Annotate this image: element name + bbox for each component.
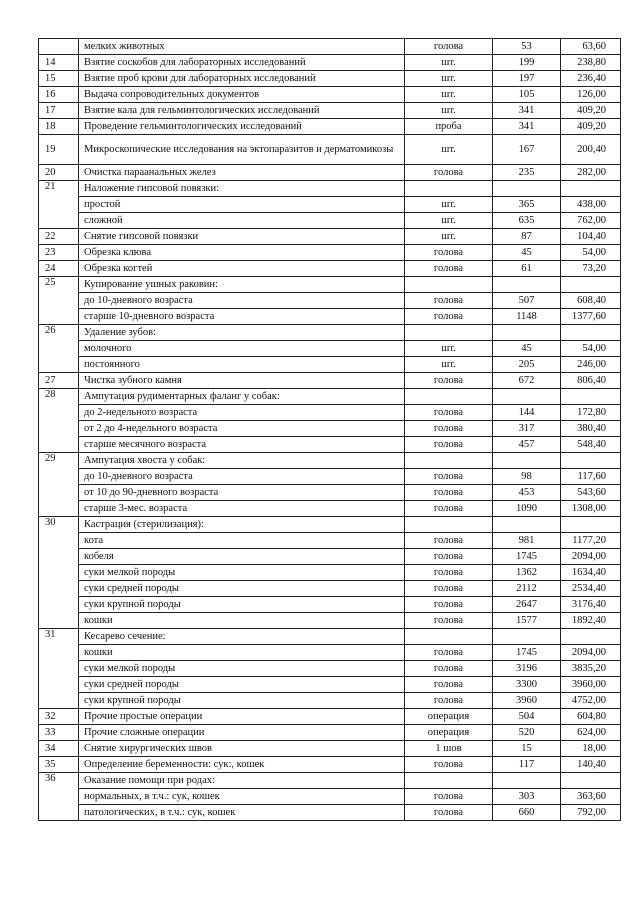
cell-num: 30 [39,517,79,533]
cell-qty: 1577 [493,613,561,629]
cell-qty: 453 [493,485,561,501]
cell-num: 20 [39,165,79,181]
cell-num [39,309,79,325]
cell-qty: 317 [493,421,561,437]
cell-num [39,405,79,421]
cell-price: 3176,40 [561,597,621,613]
table-row [39,677,621,693]
cell-qty: 197 [493,71,561,87]
table-row [39,261,621,277]
cell-unit: голова [405,245,493,261]
cell-num: 24 [39,261,79,277]
cell-unit: шт. [405,103,493,119]
cell-unit: голова [405,677,493,693]
price-table-body [39,39,621,821]
cell-qty: 199 [493,55,561,71]
cell-price: 438,00 [561,197,621,213]
cell-name: нормальных, в т.ч.: сук, кошек [79,789,405,805]
table-row [39,405,621,421]
cell-price: 806,40 [561,373,621,389]
cell-price: 604,80 [561,709,621,725]
table-row [39,39,621,55]
cell-qty: 660 [493,805,561,821]
table-row [39,135,621,165]
table-row [39,71,621,87]
cell-qty: 1148 [493,309,561,325]
cell-qty [493,277,561,293]
cell-qty: 3196 [493,661,561,677]
cell-unit [405,181,493,197]
table-row [39,517,621,533]
cell-qty: 635 [493,213,561,229]
cell-qty: 365 [493,197,561,213]
table-row [39,325,621,341]
cell-price [561,453,621,469]
cell-qty: 981 [493,533,561,549]
cell-name: до 10-дневного возраста [79,293,405,309]
cell-price: 126,00 [561,87,621,103]
cell-price: 1377,60 [561,309,621,325]
table-row [39,87,621,103]
cell-num: 14 [39,55,79,71]
cell-name: Наложение гипсовой повязки: [79,181,405,197]
cell-name: Взятие кала для гельминтологических исследований [79,103,405,119]
cell-price: 4752,00 [561,693,621,709]
table-row [39,693,621,709]
cell-name: от 2 до 4-недельного возраста [79,421,405,437]
cell-qty: 61 [493,261,561,277]
cell-price: 409,20 [561,119,621,135]
cell-qty: 167 [493,135,561,165]
cell-qty: 53 [493,39,561,55]
cell-qty: 87 [493,229,561,245]
cell-unit: голова [405,645,493,661]
cell-unit: голова [405,39,493,55]
table-row [39,581,621,597]
cell-name: старше 3-мес. возраста [79,501,405,517]
cell-unit: голова [405,757,493,773]
table-row [39,245,621,261]
table-row [39,119,621,135]
cell-num: 31 [39,629,79,645]
cell-unit: голова [405,549,493,565]
cell-name: Взятие проб крови для лабораторных исследований [79,71,405,87]
cell-price: 543,60 [561,485,621,501]
table-row [39,165,621,181]
cell-num: 23 [39,245,79,261]
cell-qty: 504 [493,709,561,725]
cell-num [39,213,79,229]
cell-name: суки мелкой породы [79,661,405,677]
cell-unit [405,517,493,533]
cell-price: 363,60 [561,789,621,805]
cell-qty: 144 [493,405,561,421]
cell-price: 380,40 [561,421,621,437]
cell-unit: голова [405,421,493,437]
table-row [39,341,621,357]
cell-name: кошки [79,613,405,629]
cell-name: суки средней породы [79,677,405,693]
cell-qty: 3300 [493,677,561,693]
cell-qty [493,389,561,405]
cell-price: 140,40 [561,757,621,773]
cell-price: 3835,20 [561,661,621,677]
cell-price [561,629,621,645]
cell-price: 1892,40 [561,613,621,629]
cell-unit [405,629,493,645]
cell-name: патологических, в т.ч.: сук, кошек [79,805,405,821]
cell-price: 409,20 [561,103,621,119]
table-row [39,757,621,773]
cell-num [39,661,79,677]
cell-qty: 457 [493,437,561,453]
cell-name: Определение беременности: сук:, кошек [79,757,405,773]
cell-unit: голова [405,437,493,453]
cell-price: 200,40 [561,135,621,165]
cell-num [39,789,79,805]
cell-num [39,581,79,597]
cell-num: 15 [39,71,79,87]
cell-unit [405,277,493,293]
cell-unit [405,773,493,789]
cell-num [39,597,79,613]
cell-unit: проба [405,119,493,135]
cell-unit: операция [405,709,493,725]
table-row [39,501,621,517]
cell-name: постоянного [79,357,405,373]
cell-price [561,277,621,293]
cell-num [39,533,79,549]
cell-num [39,645,79,661]
cell-price: 117,60 [561,469,621,485]
cell-unit: голова [405,661,493,677]
cell-price: 172,80 [561,405,621,421]
cell-name: молочного [79,341,405,357]
cell-name: Прочие сложные операции [79,725,405,741]
cell-name: суки мелкой породы [79,565,405,581]
cell-unit: голова [405,293,493,309]
cell-num: 17 [39,103,79,119]
table-row [39,597,621,613]
cell-qty: 1090 [493,501,561,517]
cell-qty: 1745 [493,645,561,661]
table-row [39,197,621,213]
table-row [39,309,621,325]
cell-name: сложной [79,213,405,229]
table-row [39,613,621,629]
cell-num [39,613,79,629]
cell-name: Купирование ушных раковин: [79,277,405,293]
cell-price: 2094,00 [561,549,621,565]
table-row [39,773,621,789]
table-row [39,181,621,197]
cell-name: Обрезка клюва [79,245,405,261]
cell-unit: шт. [405,87,493,103]
cell-qty: 15 [493,741,561,757]
cell-name: Чистка зубного камня [79,373,405,389]
cell-num [39,805,79,821]
cell-qty: 507 [493,293,561,309]
table-row [39,453,621,469]
cell-qty: 341 [493,119,561,135]
cell-unit: голова [405,565,493,581]
cell-num: 19 [39,135,79,165]
cell-unit: голова [405,789,493,805]
cell-num [39,677,79,693]
cell-price [561,181,621,197]
cell-unit: голова [405,309,493,325]
cell-qty: 45 [493,245,561,261]
cell-name: кобеля [79,549,405,565]
cell-unit: шт. [405,135,493,165]
cell-unit: голова [405,469,493,485]
cell-name: Проведение гельминтологических исследований [79,119,405,135]
cell-num [39,565,79,581]
cell-price [561,389,621,405]
cell-qty: 2647 [493,597,561,613]
table-row [39,389,621,405]
cell-num [39,469,79,485]
table-row [39,357,621,373]
cell-price: 608,40 [561,293,621,309]
cell-num: 26 [39,325,79,341]
cell-price: 762,00 [561,213,621,229]
cell-name: Взятие соскобов для лабораторных исследований [79,55,405,71]
cell-name: мелких животных [79,39,405,55]
cell-name: старше 10-дневного возраста [79,309,405,325]
cell-price: 282,00 [561,165,621,181]
cell-num [39,549,79,565]
cell-unit: шт. [405,229,493,245]
cell-price: 548,40 [561,437,621,453]
cell-unit: голова [405,165,493,181]
cell-num: 32 [39,709,79,725]
cell-qty [493,453,561,469]
cell-price: 236,40 [561,71,621,87]
cell-name: Удаление зубов: [79,325,405,341]
table-row [39,629,621,645]
cell-num [39,293,79,309]
cell-unit: голова [405,597,493,613]
cell-unit: шт. [405,213,493,229]
table-row [39,469,621,485]
cell-price [561,325,621,341]
cell-price: 18,00 [561,741,621,757]
cell-price: 54,00 [561,341,621,357]
cell-unit: голова [405,373,493,389]
cell-price: 624,00 [561,725,621,741]
table-row [39,709,621,725]
cell-price: 1634,40 [561,565,621,581]
cell-unit: шт. [405,55,493,71]
cell-num [39,485,79,501]
cell-num [39,437,79,453]
cell-price: 1177,20 [561,533,621,549]
cell-price: 238,80 [561,55,621,71]
cell-unit: голова [405,261,493,277]
cell-name: Прочие простые операции [79,709,405,725]
cell-unit: голова [405,581,493,597]
cell-unit: голова [405,805,493,821]
cell-price: 2094,00 [561,645,621,661]
table-row [39,421,621,437]
cell-unit: голова [405,405,493,421]
cell-qty: 520 [493,725,561,741]
cell-price: 246,00 [561,357,621,373]
cell-num: 27 [39,373,79,389]
table-row [39,373,621,389]
cell-name: Очистка параанальных желез [79,165,405,181]
table-row [39,661,621,677]
cell-name: до 10-дневного возраста [79,469,405,485]
cell-num [39,39,79,55]
cell-qty: 105 [493,87,561,103]
table-row [39,437,621,453]
cell-name: суки крупной породы [79,693,405,709]
cell-price: 54,00 [561,245,621,261]
cell-qty [493,325,561,341]
cell-num: 33 [39,725,79,741]
cell-qty: 2112 [493,581,561,597]
cell-unit [405,325,493,341]
cell-num [39,197,79,213]
table-row [39,805,621,821]
cell-name: Снятие хирургических швов [79,741,405,757]
cell-qty [493,629,561,645]
cell-name: от 10 до 90-дневного возраста [79,485,405,501]
cell-unit: голова [405,533,493,549]
table-row [39,213,621,229]
cell-num [39,501,79,517]
cell-price [561,773,621,789]
table-row [39,565,621,581]
cell-qty [493,181,561,197]
cell-qty: 1745 [493,549,561,565]
cell-qty: 672 [493,373,561,389]
cell-qty: 117 [493,757,561,773]
cell-name: Ампутация хвоста у собак: [79,453,405,469]
cell-name: простой [79,197,405,213]
cell-qty [493,773,561,789]
cell-num: 22 [39,229,79,245]
cell-num: 35 [39,757,79,773]
cell-name: суки крупной породы [79,597,405,613]
table-row [39,55,621,71]
cell-unit [405,453,493,469]
table-row [39,725,621,741]
cell-qty [493,517,561,533]
cell-qty: 205 [493,357,561,373]
cell-price: 1308,00 [561,501,621,517]
table-row [39,485,621,501]
cell-name: Ампутация рудиментарных фаланг у собак: [79,389,405,405]
cell-unit: операция [405,725,493,741]
cell-unit: голова [405,613,493,629]
cell-unit [405,389,493,405]
cell-price: 792,00 [561,805,621,821]
cell-num: 25 [39,277,79,293]
cell-qty: 303 [493,789,561,805]
cell-num [39,421,79,437]
cell-unit: шт. [405,341,493,357]
cell-name: Микроскопические исследования на эктопаразитов и дерматомикозы [79,135,405,165]
cell-qty: 98 [493,469,561,485]
table-row [39,645,621,661]
cell-unit: шт. [405,71,493,87]
cell-num: 34 [39,741,79,757]
cell-price: 3960,00 [561,677,621,693]
table-row [39,229,621,245]
cell-unit: голова [405,693,493,709]
cell-price: 63,60 [561,39,621,55]
cell-unit: шт. [405,197,493,213]
cell-num: 18 [39,119,79,135]
cell-num [39,357,79,373]
cell-name: Кесарево сечение: [79,629,405,645]
cell-name: Снятие гипсовой повязки [79,229,405,245]
cell-price: 104,40 [561,229,621,245]
cell-num [39,693,79,709]
cell-name: Обрезка когтей [79,261,405,277]
table-row [39,789,621,805]
table-row [39,293,621,309]
cell-num: 36 [39,773,79,789]
cell-unit: голова [405,501,493,517]
cell-name: суки средней породы [79,581,405,597]
cell-num: 16 [39,87,79,103]
cell-num: 21 [39,181,79,197]
cell-unit: шт. [405,357,493,373]
cell-name: Кастрация (стерилизация): [79,517,405,533]
cell-unit: голова [405,485,493,501]
table-row [39,549,621,565]
cell-num [39,341,79,357]
cell-name: до 2-недельного возраста [79,405,405,421]
cell-qty: 341 [493,103,561,119]
cell-qty: 235 [493,165,561,181]
cell-name: кошки [79,645,405,661]
table-row [39,103,621,119]
table-row [39,533,621,549]
cell-name: Оказание помощи при родах: [79,773,405,789]
cell-price: 73,20 [561,261,621,277]
table-row [39,277,621,293]
cell-name: кота [79,533,405,549]
price-table [38,38,621,821]
cell-qty: 45 [493,341,561,357]
cell-qty: 3960 [493,693,561,709]
cell-name: Выдача сопроводительных документов [79,87,405,103]
cell-price: 2534,40 [561,581,621,597]
cell-name: старше месячного возраста [79,437,405,453]
cell-num: 28 [39,389,79,405]
cell-price [561,517,621,533]
cell-num: 29 [39,453,79,469]
cell-unit: 1 шов [405,741,493,757]
table-row [39,741,621,757]
cell-qty: 1362 [493,565,561,581]
